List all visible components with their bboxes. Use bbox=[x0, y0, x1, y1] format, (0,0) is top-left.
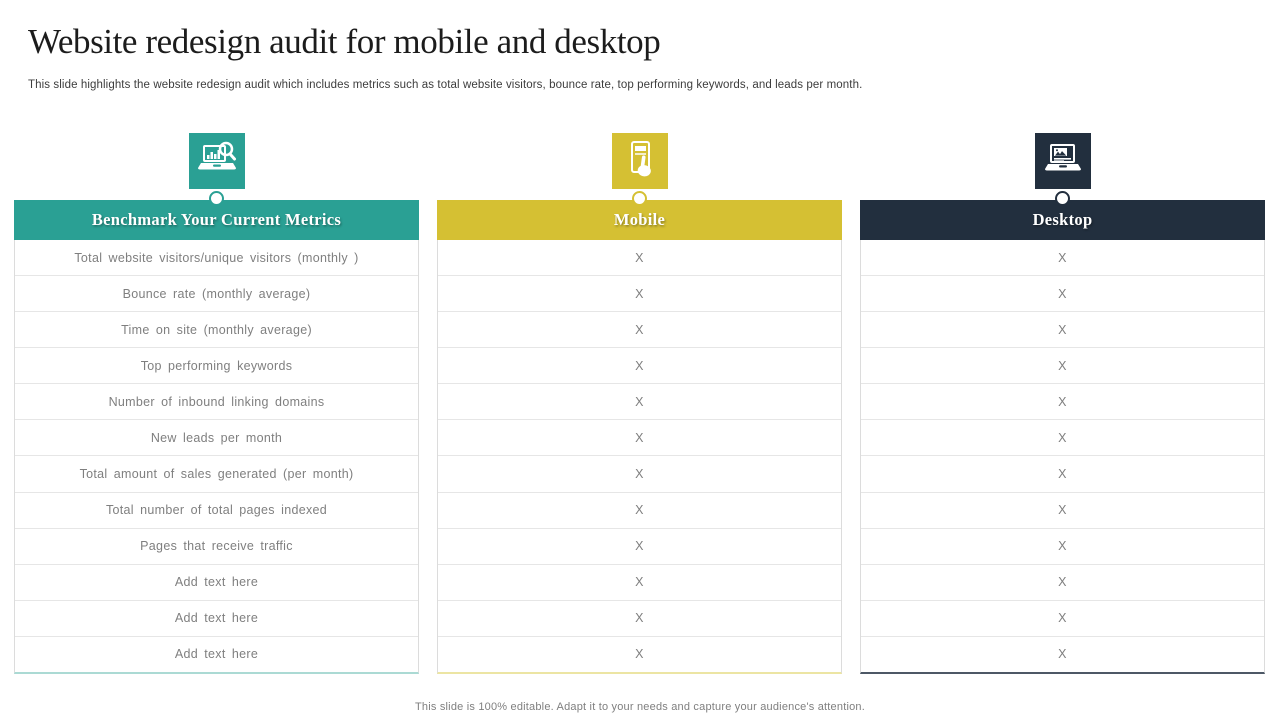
mobile-values-list bbox=[437, 240, 842, 674]
desktop-value-cell: X bbox=[861, 493, 1264, 529]
footer-note: This slide is 100% editable. Adapt it to your needs and capture your audience's attention. bbox=[415, 701, 865, 713]
page-title: Website redesign audit for mobile and desktop bbox=[28, 22, 661, 61]
metric-label-cell: Add text here bbox=[174, 647, 259, 662]
column-desktop bbox=[860, 133, 1265, 674]
desktop-value-cell: X bbox=[1058, 647, 1067, 662]
metric-label-cell: Total amount of sales generated (per month) bbox=[15, 456, 418, 492]
column-header-desktop: Desktop bbox=[860, 200, 1265, 240]
column-header-benchmark: Benchmark Your Current Metrics bbox=[14, 200, 419, 240]
column-mobile bbox=[437, 133, 842, 674]
mobile-value-cell: X bbox=[438, 565, 841, 601]
mobile-value-cell: X bbox=[438, 384, 841, 420]
metric-label-cell: Total number of total pages indexed bbox=[15, 493, 418, 529]
metric-label-cell: Pages that receive traffic bbox=[15, 529, 418, 565]
metric-label-cell: Top performing keywords bbox=[15, 348, 418, 384]
metric-label-cell: Add text here bbox=[15, 601, 418, 637]
metric-label-cell: Time on site (monthly average) bbox=[15, 312, 418, 348]
mobile-value-cell: X bbox=[438, 601, 841, 637]
laptop-analytics-search-icon bbox=[189, 133, 245, 189]
metric-label-cell: Total website visitors/unique visitors (monthly ) bbox=[15, 240, 418, 276]
desktop-value-cell: X bbox=[861, 420, 1264, 456]
desktop-values-list bbox=[860, 240, 1265, 674]
mobile-value-cell: X bbox=[438, 529, 841, 565]
desktop-value-cell: X bbox=[861, 240, 1264, 276]
desktop-value-cell: X bbox=[861, 529, 1264, 565]
mobile-value-cell: X bbox=[438, 312, 841, 348]
metric-label-cell: Add text here bbox=[15, 565, 418, 601]
benchmark-metrics-list bbox=[14, 240, 419, 674]
desktop-value-cell: X bbox=[861, 601, 1264, 637]
connector-dot bbox=[632, 191, 647, 206]
mobile-value-cell: X bbox=[438, 240, 841, 276]
desktop-value-cell: X bbox=[861, 456, 1264, 492]
metric-label-cell: Bounce rate (monthly average) bbox=[15, 276, 418, 312]
mobile-value-cell: X bbox=[438, 420, 841, 456]
desktop-value-cell: X bbox=[861, 276, 1264, 312]
column-benchmark bbox=[14, 133, 419, 674]
mobile-value-cell: X bbox=[438, 456, 841, 492]
metric-label-cell: Number of inbound linking domains bbox=[15, 384, 418, 420]
desktop-value-cell: X bbox=[861, 312, 1264, 348]
desktop-value-cell: X bbox=[861, 348, 1264, 384]
mobile-tap-icon bbox=[612, 133, 668, 189]
slide-subtitle: This slide highlights the website redesign audit which includes metrics such as total website visitors, bounce rate, top performing keywords, and leads per month. bbox=[28, 79, 863, 91]
connector-dot bbox=[1055, 191, 1070, 206]
desktop-value-cell: X bbox=[861, 384, 1264, 420]
desktop-value-cell: X bbox=[861, 565, 1264, 601]
column-header-mobile: Mobile bbox=[437, 200, 842, 240]
metric-label-cell: New leads per month bbox=[15, 420, 418, 456]
mobile-value-cell: X bbox=[438, 348, 841, 384]
connector-dot bbox=[209, 191, 224, 206]
mobile-value-cell: X bbox=[438, 493, 841, 529]
laptop-display-icon bbox=[1035, 133, 1091, 189]
mobile-value-cell: X bbox=[438, 276, 841, 312]
mobile-value-cell: X bbox=[635, 647, 644, 662]
